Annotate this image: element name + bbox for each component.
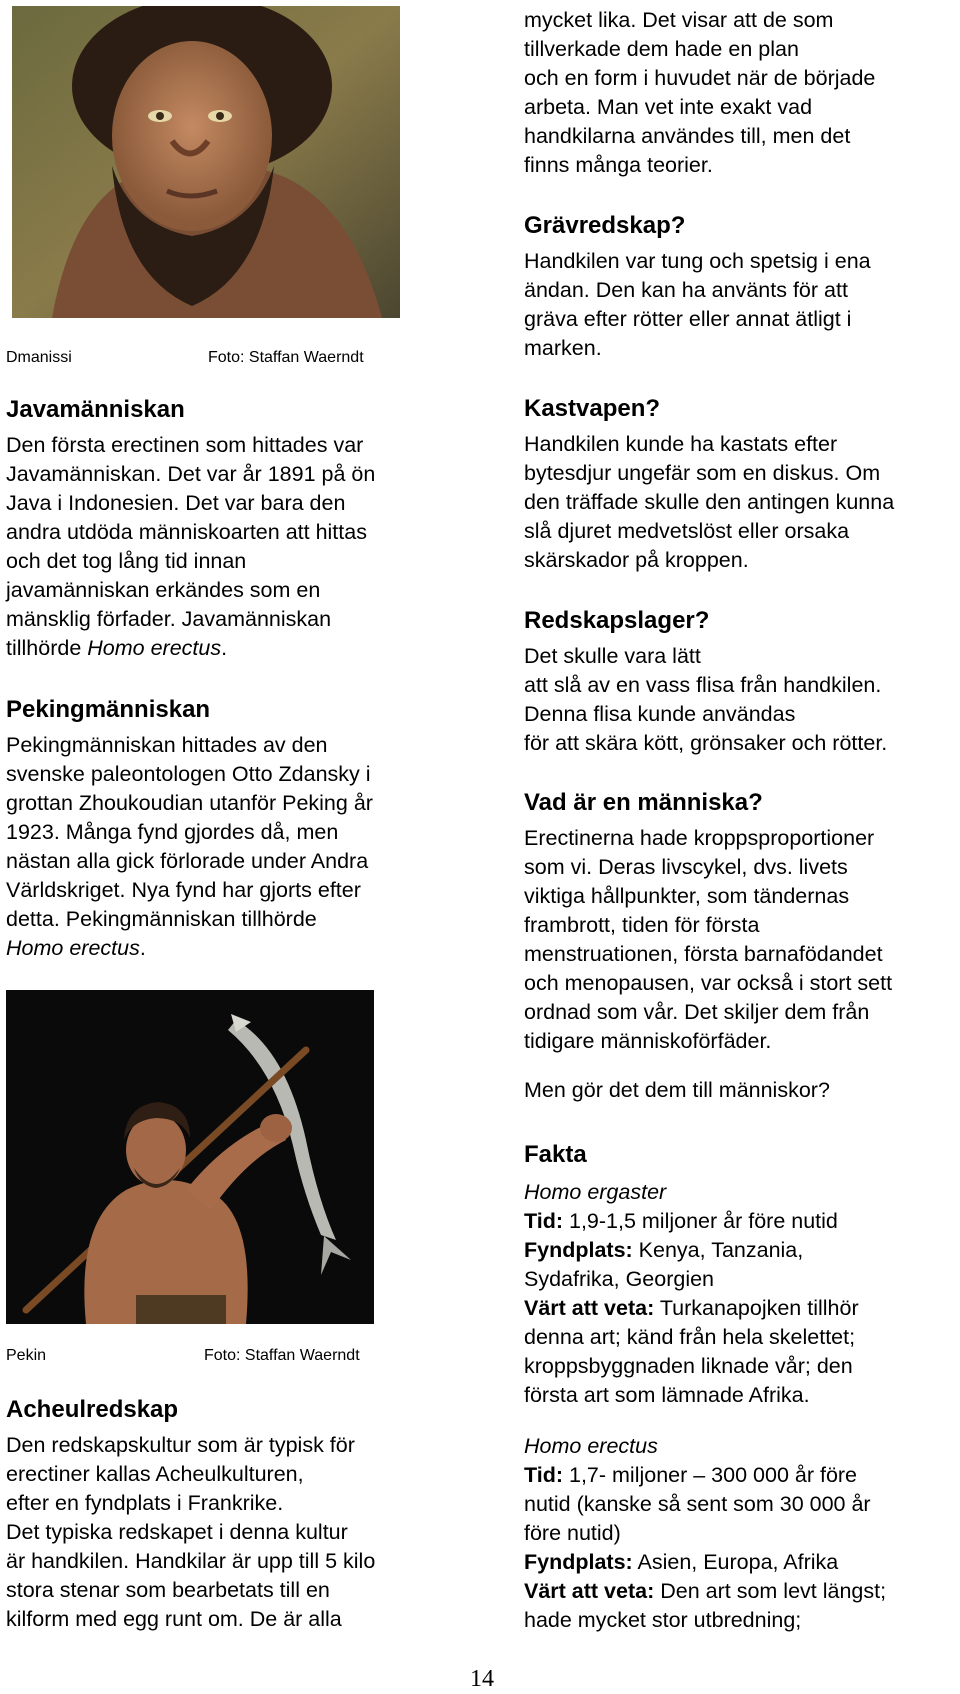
- text-redskapslager: [524, 642, 960, 758]
- value-fyndplats: Kenya, Tanzania,: [632, 1238, 804, 1262]
- text-line: skärskador på kroppen.: [524, 548, 749, 572]
- text-line: Världskriget. Nya fynd har gjorts efter: [6, 878, 361, 902]
- text-span: tillhörde: [6, 636, 88, 660]
- value-vart-att-veta: Den art som levt längst;: [654, 1579, 887, 1603]
- fakta-line: kroppsbyggnaden liknade vår; den: [524, 1354, 853, 1378]
- heading-pekingmanniskan: Pekingmänniskan: [6, 696, 211, 723]
- fakta-line: [524, 1577, 960, 1606]
- text-line: Erectinerna hade kroppsproportioner: [524, 826, 875, 850]
- text-line: att slå av en vass flisa från handkilen.: [524, 673, 882, 697]
- text-pekingmanniskan: [6, 731, 476, 963]
- heading-kastvapen: Kastvapen?: [524, 395, 661, 422]
- fakta-homo-ergaster: [524, 1178, 960, 1410]
- section-intro-continued: [524, 6, 960, 180]
- species-name: Homo erectus: [87, 636, 222, 660]
- text-line: stora stenar som bearbetats till en: [6, 1578, 330, 1602]
- text-gravredskap: [524, 247, 960, 363]
- peking-caption-credit: Foto: Staffan Waerndt: [204, 1347, 360, 1364]
- text-line: och en form i huvudet när de började: [524, 66, 876, 90]
- heading-fakta: Fakta: [524, 1141, 587, 1168]
- heading-javamanniskan: Javamänniskan: [6, 396, 185, 423]
- text-line: kilform med egg runt om. De är alla: [6, 1607, 342, 1631]
- fakta-line: [524, 1432, 960, 1461]
- text-line: och menopausen, var också i stort sett: [524, 971, 893, 995]
- fakta-line: nutid (kanske så sent som 30 000 år: [524, 1492, 871, 1516]
- section-acheulredskap: [6, 1395, 476, 1634]
- text-line: tillverkade dem hade en plan: [524, 37, 799, 61]
- text-line: javamänniskan erkändes som en: [6, 578, 321, 602]
- label-fyndplats: Fyndplats:: [524, 1550, 633, 1574]
- value-tid: 1,9-1,5 miljoner år före nutid: [563, 1209, 838, 1233]
- text-line: grottan Zhoukoudian utanför Peking år: [6, 791, 373, 815]
- text-line: Handkilen kunde ha kastats efter: [524, 432, 838, 456]
- fakta-line: [524, 1236, 960, 1265]
- section-fakta: [524, 1140, 960, 1635]
- section-kastvapen: [524, 394, 960, 575]
- section-gravredskap: [524, 211, 960, 363]
- text-line: Den redskapskultur som är typisk för: [6, 1433, 355, 1457]
- text-line: för att skära kött, grönsaker och rötter.: [524, 731, 888, 755]
- text-line: marken.: [524, 336, 602, 360]
- text-line: bytesdjur ungefär som en diskus. Om: [524, 461, 881, 485]
- text-line: Javamänniskan. Det var år 1891 på ön: [6, 462, 376, 486]
- text-line: tidigare människoförfäder.: [524, 1029, 772, 1053]
- species-name: Homo erectus: [524, 1434, 658, 1458]
- text-line: arbeta. Man vet inte exakt vad: [524, 95, 813, 119]
- label-fyndplats: Fyndplats:: [524, 1238, 633, 1262]
- text-question: Men gör det dem till människor?: [524, 1078, 830, 1102]
- label-tid: Tid:: [524, 1209, 564, 1233]
- text-line: och det tog lång tid innan: [6, 549, 247, 573]
- text-line: efter en fyndplats i Frankrike.: [6, 1491, 284, 1515]
- section-vad-ar-en-manniska: [524, 788, 960, 1105]
- text-span: .: [221, 636, 228, 660]
- text-line: mänsklig förfader. Javamänniskan: [6, 607, 332, 631]
- text-line: Det skulle vara lätt: [524, 644, 701, 668]
- fakta-line: [524, 1207, 960, 1236]
- label-tid: Tid:: [524, 1463, 564, 1487]
- section-redskapslager: [524, 606, 960, 758]
- text-line: slå djuret medvetslöst eller orsaka: [524, 519, 850, 543]
- species-name: Homo ergaster: [524, 1180, 667, 1204]
- fakta-line: före nutid): [524, 1521, 621, 1545]
- text-span: .: [139, 936, 146, 960]
- species-name: Homo erectus: [6, 936, 140, 960]
- fakta-line: denna art; känd från hela skelettet;: [524, 1325, 856, 1349]
- text-line: frambrott, tiden för första: [524, 913, 760, 937]
- dmanissi-caption-credit: Foto: Staffan Waerndt: [208, 349, 364, 366]
- fakta-line: [524, 1461, 960, 1490]
- text-line: den träffade skulle den antingen kunna: [524, 490, 895, 514]
- heading-redskapslager: Redskapslager?: [524, 607, 710, 634]
- text-line: [6, 934, 476, 963]
- text-line: Handkilen var tung och spetsig i ena: [524, 249, 871, 273]
- fakta-line: första art som lämnade Afrika.: [524, 1383, 810, 1407]
- section-pekingmanniskan: [6, 695, 476, 963]
- fakta-line: [524, 1548, 960, 1577]
- text-vad-ar-en-manniska: [524, 824, 960, 1056]
- value-tid: 1,7- miljoner – 300 000 år före: [563, 1463, 858, 1487]
- fakta-line: Sydafrika, Georgien: [524, 1267, 715, 1291]
- text-line: som vi. Deras livscykel, dvs. livets: [524, 855, 848, 879]
- text-line: detta. Pekingmänniskan tillhörde: [6, 907, 317, 931]
- peking-photo: [6, 990, 374, 1324]
- heading-gravredskap: Grävredskap?: [524, 212, 686, 239]
- text-line: ändan. Den kan ha använts för att: [524, 278, 848, 302]
- label-vart-att-veta: Värt att veta:: [524, 1579, 655, 1603]
- label-vart-att-veta: Värt att veta:: [524, 1296, 655, 1320]
- text-line: Java i Indonesien. Det var bara den: [6, 491, 346, 515]
- fakta-homo-erectus: [524, 1432, 960, 1635]
- heading-vad-ar-en-manniska: Vad är en människa?: [524, 789, 763, 816]
- value-fyndplats: Asien, Europa, Afrika: [632, 1550, 839, 1574]
- text-javamanniskan: [6, 431, 476, 663]
- text-line: andra utdöda människoarten att hittas: [6, 520, 367, 544]
- text-kastvapen: [524, 430, 960, 575]
- dmanissi-caption-place: Dmanissi: [6, 349, 72, 366]
- text-acheulredskap: [6, 1431, 476, 1634]
- text-intro: [524, 6, 960, 180]
- text-line: handkilarna användes till, men det: [524, 124, 851, 148]
- fakta-line: [524, 1178, 960, 1207]
- text-line: är handkilen. Handkilar är upp till 5 kilo: [6, 1549, 376, 1573]
- text-line: gräva efter rötter eller annat ätligt i: [524, 307, 852, 331]
- text-line: menstruationen, första barnafödandet: [524, 942, 883, 966]
- text-line: Det typiska redskapet i denna kultur: [6, 1520, 348, 1544]
- fakta-line: hade mycket stor utbredning;: [524, 1608, 802, 1632]
- section-javamanniskan: [6, 395, 476, 663]
- text-line: svenske paleontologen Otto Zdansky i: [6, 762, 371, 786]
- page-number: 14: [470, 1666, 494, 1692]
- text-line: [6, 634, 476, 663]
- heading-acheulredskap: Acheulredskap: [6, 1396, 179, 1423]
- fakta-line: [524, 1294, 960, 1323]
- text-line: Denna flisa kunde användas: [524, 702, 796, 726]
- text-line: 1923. Många fynd gjordes då, men: [6, 820, 339, 844]
- text-line: Den första erectinen som hittades var: [6, 433, 364, 457]
- text-line: nästan alla gick förlorade under Andra: [6, 849, 369, 873]
- text-line: mycket lika. Det visar att de som: [524, 8, 834, 32]
- text-line: ordnad som vår. Det skiljer dem från: [524, 1000, 870, 1024]
- value-vart-att-veta: Turkanapojken tillhör: [654, 1296, 859, 1320]
- text-line: finns många teorier.: [524, 153, 713, 177]
- text-line: erectiner kallas Acheulkulturen,: [6, 1462, 304, 1486]
- dmanissi-photo: [12, 6, 400, 318]
- text-line: Pekingmänniskan hittades av den: [6, 733, 328, 757]
- text-line: viktiga hållpunkter, som tändernas: [524, 884, 850, 908]
- peking-caption-place: Pekin: [6, 1347, 47, 1364]
